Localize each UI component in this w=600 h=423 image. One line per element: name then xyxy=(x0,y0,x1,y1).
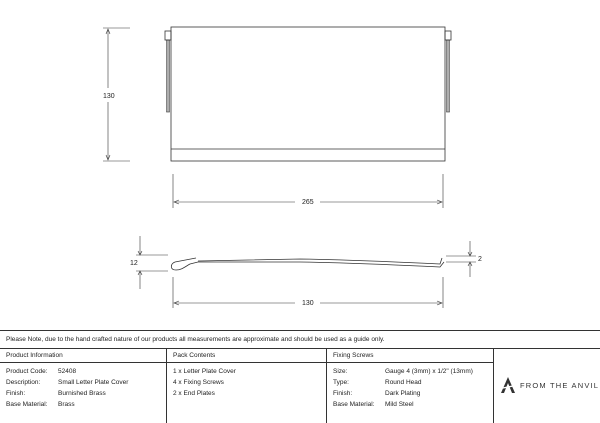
pack-contents-item: 2 x End Plates xyxy=(173,390,215,397)
product-info-row: Base Material: Brass xyxy=(6,401,75,408)
pack-contents-heading: Pack Contents xyxy=(167,349,326,363)
lip-dimension xyxy=(446,241,476,277)
anvil-logo-icon xyxy=(500,376,516,394)
fixing-screws-row: Base Material: Mild Steel xyxy=(333,401,414,408)
side-height-label: 12 xyxy=(130,260,138,267)
pack-contents-item: 4 x Fixing Screws xyxy=(173,379,224,386)
brand-block xyxy=(494,348,600,422)
fixing-screws-column xyxy=(327,349,494,423)
product-info-column xyxy=(0,349,167,423)
brand-name: FROM THE ANVIL xyxy=(520,380,600,390)
fixing-screws-row: Finish: Dark Plating xyxy=(333,390,421,397)
pack-contents-column xyxy=(167,349,327,423)
fixing-screws-row: Type: Round Head xyxy=(333,379,422,386)
product-info-row: Description: Small Letter Plate Cover xyxy=(6,379,129,386)
front-height-label: 130 xyxy=(103,93,115,100)
side-profile xyxy=(171,258,444,270)
side-height-dimension xyxy=(136,236,168,289)
product-info-row: Finish: Burnished Brass xyxy=(6,390,106,397)
product-info-row: Product Code: 52408 xyxy=(6,368,77,375)
pack-contents-item: 1 x Letter Plate Cover xyxy=(173,368,236,375)
front-width-label: 265 xyxy=(302,199,314,206)
front-view xyxy=(165,27,451,161)
side-width-label: 130 xyxy=(302,300,314,307)
fixing-screws-row: Size: Gauge 4 (3mm) x 1/2" (13mm) xyxy=(333,368,473,375)
side-lip-label: 2 xyxy=(478,256,482,263)
measurement-notice: Please Note, due to the hand crafted nature of our products all measurements are approximate and should be used as a guide only. xyxy=(0,330,600,348)
fixing-screws-heading: Fixing Screws xyxy=(327,349,493,363)
product-info-heading: Product Information xyxy=(0,349,166,363)
